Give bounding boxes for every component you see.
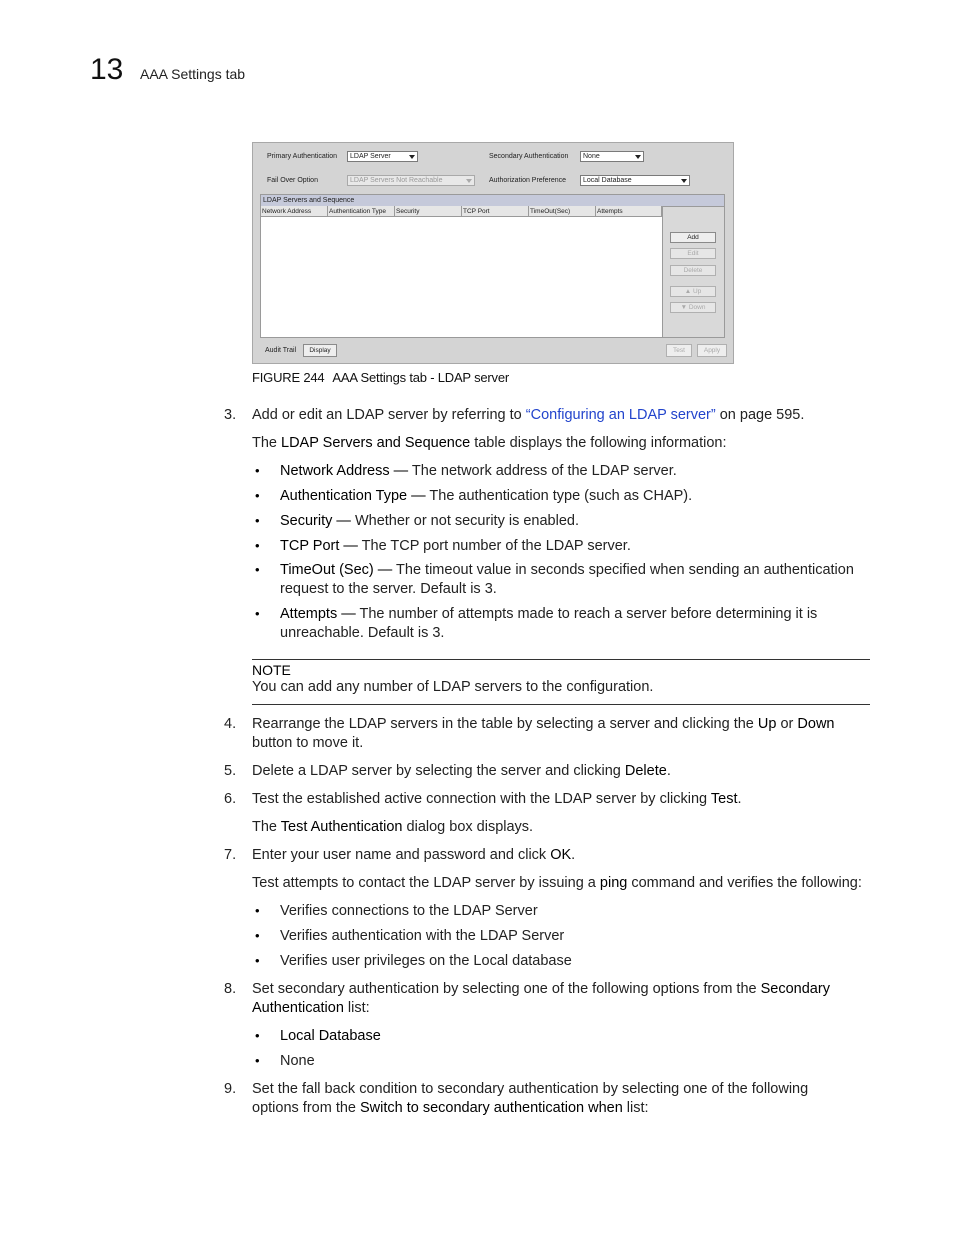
text: table displays the following information: [470, 435, 727, 451]
step-3-pre: Add or edit an LDAP server by referring to [252, 407, 526, 423]
list-item [280, 537, 631, 556]
text: . [571, 847, 576, 863]
text: The timeout value in seconds specified when sending an authentication [396, 562, 854, 578]
step-number: 3. [224, 407, 237, 423]
step-7-text [252, 846, 575, 865]
text: command and verifies the following: [627, 875, 862, 891]
step-9-continuation [252, 1099, 649, 1118]
list-item: None [280, 1053, 315, 1069]
text: or [776, 716, 798, 732]
audit-trail-label: Audit Trail [265, 347, 297, 354]
chapter-title: AAA Settings tab [140, 66, 246, 82]
step-7-paragraph [252, 874, 862, 893]
text: list: [622, 1100, 649, 1116]
bullet-icon: • [255, 606, 260, 621]
col-authentication-type[interactable]: Authentication Type [328, 206, 395, 217]
add-button[interactable]: Add [670, 232, 716, 243]
bullet-icon: • [255, 488, 260, 503]
bold-term: Down [797, 716, 835, 732]
apply-button[interactable]: Apply [697, 344, 727, 357]
list-item [280, 512, 579, 531]
bold-term: Attempts — [280, 606, 360, 622]
note-top-rule [252, 659, 870, 660]
step-8-continuation [252, 999, 370, 1018]
auth-pref-label: Authorization Preference [489, 177, 567, 184]
configuring-ldap-link[interactable]: “Configuring an LDAP server” [525, 407, 716, 423]
step-number: 5. [224, 763, 237, 779]
text: Test attempts to contact the LDAP server by issuing a [252, 875, 600, 891]
step-9-text: Set the fall back condition to secondary authentication by selecting one of the following [252, 1081, 809, 1097]
text: . [666, 763, 671, 779]
bold-term: Test Authentication [280, 819, 403, 835]
ldap-servers-table[interactable] [261, 206, 663, 337]
bullet-icon: • [255, 562, 260, 577]
bullet-icon: • [255, 1028, 260, 1043]
bold-term: Test [710, 791, 738, 807]
secondary-auth-value: None [583, 153, 600, 160]
bullet-icon: • [255, 538, 260, 553]
bullet-icon: • [255, 928, 260, 943]
primary-auth-dropdown[interactable] [347, 151, 418, 162]
primary-auth-value: LDAP Server [350, 153, 391, 160]
step-number: 4. [224, 716, 237, 732]
text: Delete a LDAP server by selecting the server and clicking [252, 763, 625, 779]
bold-term: Delete [624, 763, 667, 779]
bullet-icon: • [255, 1053, 260, 1068]
text: The [252, 819, 281, 835]
list-item: Verifies connections to the LDAP Server [280, 903, 538, 919]
step-number: 7. [224, 847, 237, 863]
text: Test the established active connection with the LDAP server by clicking [252, 791, 711, 807]
text: Set secondary authentication by selecting one of the following options from the [252, 981, 761, 997]
chevron-down-icon [466, 179, 472, 183]
chapter-number: 13 [90, 53, 124, 86]
bold-term: OK [550, 847, 572, 863]
step-number: 9. [224, 1081, 237, 1097]
text: The number of attempts made to reach a server before determining it is [359, 606, 818, 622]
chevron-down-icon [409, 155, 415, 159]
chevron-down-icon [681, 179, 687, 183]
text: options from the [252, 1100, 360, 1116]
text: Rearrange the LDAP servers in the table by selecting a server and clicking the [252, 716, 758, 732]
chevron-down-icon [635, 155, 641, 159]
col-network-address[interactable]: Network Address [261, 206, 328, 217]
step-number: 6. [224, 791, 237, 807]
test-button[interactable]: Test [666, 344, 692, 357]
edit-button[interactable]: Edit [670, 248, 716, 259]
failover-dropdown[interactable] [347, 175, 475, 186]
col-attempts[interactable]: Attempts [596, 206, 662, 217]
bold-term: Authentication [252, 1000, 344, 1016]
list-item [280, 561, 854, 580]
text: The network address of the LDAP server. [411, 463, 677, 479]
bullet-icon: • [255, 903, 260, 918]
note-title: NOTE [252, 662, 291, 678]
failover-label: Fail Over Option [267, 177, 318, 184]
auth-pref-value: Local Database [583, 177, 632, 184]
list-item [280, 487, 692, 506]
step-3-post: on page 595. [715, 407, 805, 423]
up-button[interactable] [670, 286, 716, 297]
text: Whether or not security is enabled. [354, 513, 579, 529]
down-label: Down [688, 304, 706, 311]
failover-value: LDAP Servers Not Reachable [350, 177, 443, 184]
text: Enter your user name and password and click [252, 847, 551, 863]
text: dialog box displays. [402, 819, 534, 835]
step-8-text [252, 980, 830, 999]
step-number: 8. [224, 981, 237, 997]
arrow-up-icon: ▲ [684, 288, 692, 295]
display-button[interactable]: Display [303, 344, 337, 357]
note-bottom-rule [252, 704, 870, 705]
up-label: Up [692, 288, 702, 295]
col-tcp-port[interactable]: TCP Port [462, 206, 529, 217]
primary-auth-label: Primary Authentication [267, 153, 338, 160]
list-item: Verifies authentication with the LDAP Server [280, 928, 565, 944]
ldap-servers-title: LDAP Servers and Sequence [261, 195, 724, 207]
ldap-servers-group [260, 194, 725, 338]
list-item-continuation: request to the server. Default is 3. [280, 581, 497, 597]
delete-button[interactable]: Delete [670, 265, 716, 276]
bold-term: Network Address — [280, 463, 412, 479]
bold-term: Up [757, 716, 777, 732]
bold-term: Switch to secondary authentication when [360, 1100, 623, 1116]
bold-term: Secondary [760, 981, 830, 997]
step-3-paragraph [252, 434, 727, 453]
bullet-icon: • [255, 513, 260, 528]
bullet-icon: • [255, 953, 260, 968]
list-item: Verifies user privileges on the Local database [280, 953, 572, 969]
text: list: [343, 1000, 370, 1016]
secondary-auth-label: Secondary Authentication [489, 153, 569, 160]
bold-term: Authentication Type — [280, 488, 430, 504]
figure-caption [252, 370, 509, 385]
bold-term: TimeOut (Sec) — [280, 562, 397, 578]
col-security[interactable]: Security [395, 206, 462, 217]
down-button[interactable] [670, 302, 716, 313]
text: The [252, 435, 282, 451]
list-item-continuation: unreachable. Default is 3. [280, 625, 445, 641]
step-3-text [252, 406, 804, 425]
bold-term: TCP Port — [280, 538, 362, 554]
auth-pref-dropdown[interactable] [580, 175, 690, 186]
list-item [280, 605, 817, 624]
step-4-text [252, 715, 834, 734]
bold-term: Security — [280, 513, 355, 529]
bold-term: ping [599, 875, 628, 891]
note-text: You can add any number of LDAP servers to the configuration. [252, 679, 654, 695]
step-4-continuation: button to move it. [252, 735, 364, 751]
step-5-text [252, 762, 671, 781]
list-item: Local Database [280, 1028, 381, 1044]
text: . [737, 791, 742, 807]
arrow-down-icon: ▼ [680, 304, 687, 311]
bullet-icon: • [255, 463, 260, 478]
col-timeout[interactable]: TimeOut(Sec) [529, 206, 596, 217]
figure-title: AAA Settings tab - LDAP server [332, 370, 509, 385]
list-item [280, 462, 677, 481]
bold-term: LDAP Servers and Sequence [281, 435, 471, 451]
step-6-text [252, 790, 742, 809]
aaa-settings-screenshot [252, 142, 734, 364]
text: The TCP port number of the LDAP server. [361, 538, 631, 554]
text: The authentication type (such as CHAP). [429, 488, 693, 504]
figure-number: FIGURE 244 [252, 370, 325, 385]
secondary-auth-dropdown[interactable] [580, 151, 644, 162]
step-6-paragraph [252, 818, 533, 837]
